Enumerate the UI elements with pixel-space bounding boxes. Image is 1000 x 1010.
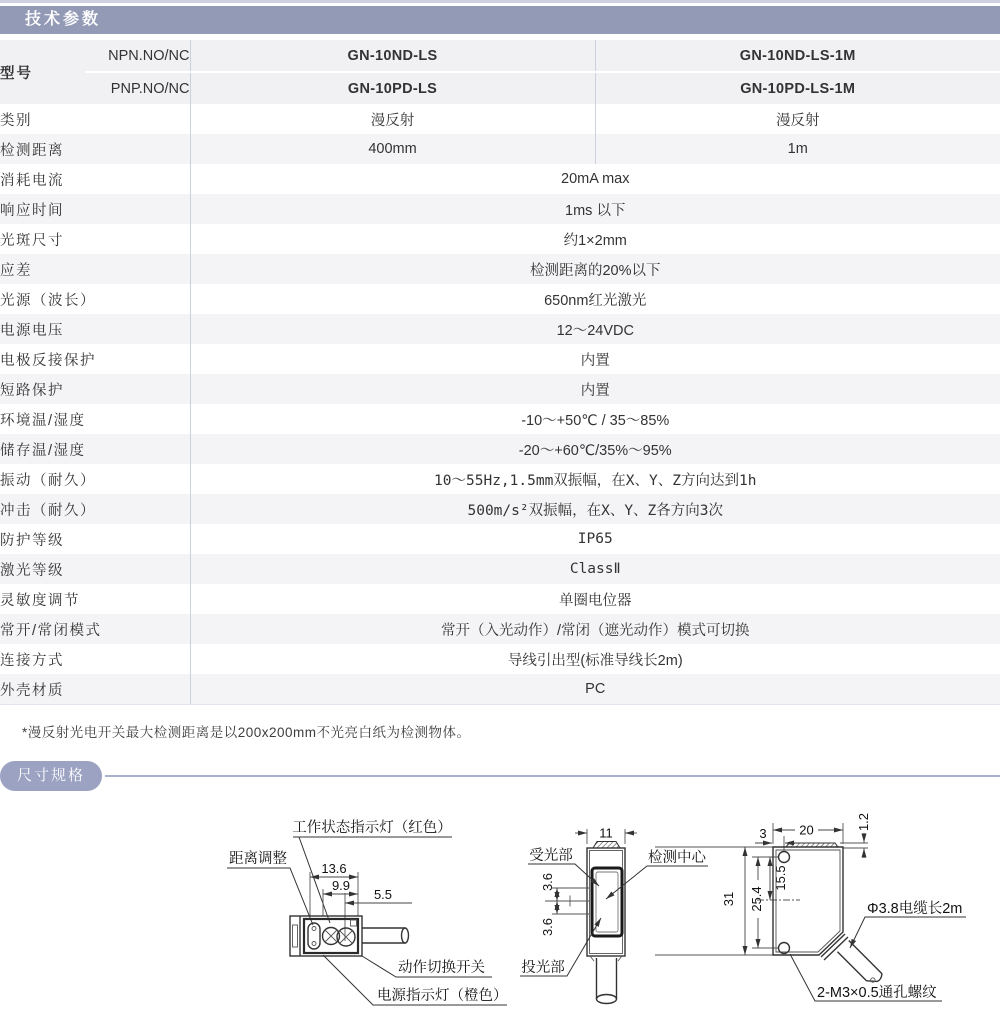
spec-value: 导线引出型(标准导线长2m): [190, 644, 1000, 674]
cable-core: [870, 977, 876, 983]
thread-spec-label: 2-M3×0.5通孔螺纹: [817, 985, 937, 1001]
model-name: GN-10ND-LS: [190, 40, 595, 72]
cable-spec-leader: [850, 917, 966, 948]
body-inner-wall: [776, 850, 840, 952]
spec-value: 400mm: [190, 134, 595, 164]
spec-row: [0, 374, 1000, 404]
sensor-body-top: [290, 916, 362, 956]
section-header-dimensions: [0, 761, 1000, 791]
model-row-pnp: [0, 72, 1000, 104]
spec-label: 防护等级: [0, 532, 64, 549]
power-led-label: 电源指示灯（橙色）: [377, 988, 508, 1004]
spec-value: IP65: [190, 524, 1000, 554]
dim-5-5: 5.5: [373, 887, 393, 902]
spec-value: 20mA max: [190, 164, 1000, 194]
model-name: GN-10ND-LS-1M: [595, 40, 1000, 72]
spec-value: 1ms 以下: [190, 194, 1000, 224]
model-sub-pnp: PNP.NO/NC: [85, 72, 190, 104]
spec-value: 650nm红光激光: [190, 284, 1000, 314]
dim-31: 31: [721, 891, 736, 907]
spec-row: [0, 284, 1000, 314]
spec-row: [0, 584, 1000, 614]
spec-label: 外壳材质: [0, 674, 190, 705]
mounting-hole-top: [779, 852, 790, 863]
spec-value: 10～55Hz,1.5mm双振幅，在X、Y、Z方向达到1h: [190, 464, 1000, 494]
spec-value: 漫反射: [595, 104, 1000, 134]
spec-value: 1m: [595, 134, 1000, 164]
endcap-slot: [293, 925, 298, 947]
dim-11: 11: [599, 825, 613, 841]
status-led-label: 工作状态指示灯（红色）: [292, 820, 452, 836]
dim-3-6-lower: 3.6: [540, 917, 555, 937]
spec-row: [0, 434, 1000, 464]
spec-value: -10～+50℃ / 35～85%: [190, 404, 1000, 434]
dim-3-6-upper: 3.6: [540, 872, 555, 892]
spec-row: [0, 134, 1000, 164]
model-name: GN-10PD-LS: [190, 72, 595, 104]
spec-value: ClassⅡ: [190, 554, 1000, 584]
dim-1-2: 1.2: [856, 812, 871, 832]
cable-taper: [590, 956, 594, 961]
dimension-pill: 尺寸规格: [0, 761, 102, 791]
spec-row: [0, 344, 1000, 374]
spec-label: 类别: [0, 112, 32, 129]
spec-value: 12～24VDC: [190, 314, 1000, 344]
receiver-label: 受光部: [529, 848, 573, 864]
spec-label: 振动（耐久）: [0, 472, 96, 489]
dim-3: 3: [759, 826, 767, 841]
spec-label: 消耗电流: [0, 172, 64, 189]
dim-9-9: 9.9: [331, 878, 351, 893]
spec-row: [0, 404, 1000, 434]
spec-label: 检测距离: [0, 142, 64, 159]
dim-13-6: 13.6: [321, 861, 347, 876]
dim-20: 20: [799, 822, 814, 838]
spec-row: [0, 254, 1000, 284]
dim-15-5: 15.5: [773, 865, 788, 891]
spec-value: 单圈电位器: [190, 584, 1000, 614]
spec-value: -20～+60℃/35%～95%: [190, 434, 1000, 464]
lens-cap: [593, 842, 620, 849]
distance-adjust-label: 距离调整: [229, 851, 287, 867]
spec-label: 响应时间: [0, 202, 64, 219]
spec-value: 检测距离的20%以下: [190, 254, 1000, 284]
spec-row: [0, 494, 1000, 524]
header-rule: [105, 775, 1000, 777]
section-header-tech: 技术参数: [0, 6, 1000, 34]
spec-value: 常开（入光动作）/常闭（遮光动作）模式可切换: [190, 614, 1000, 644]
cable-cut-end: [597, 995, 617, 1004]
spec-value: 约1×2mm: [190, 224, 1000, 254]
side-view-drawing: [655, 813, 966, 1001]
spec-label: 光源（波长）: [0, 292, 96, 309]
cable-angled: [837, 940, 883, 986]
spec-row: [0, 164, 1000, 194]
spec-label: 电源电压: [0, 322, 64, 339]
spec-row: [0, 224, 1000, 254]
spec-row: [0, 464, 1000, 494]
spec-value: 漫反射: [190, 104, 595, 134]
spec-label: 冲击（耐久）: [0, 502, 96, 519]
top-view-drawing: [227, 819, 508, 1005]
spec-row: [0, 314, 1000, 344]
spec-row: [0, 554, 1000, 584]
dimension-drawings: [0, 796, 1000, 1010]
model-name: GN-10PD-LS-1M: [595, 72, 1000, 104]
mode-switch-label: 动作切换开关: [398, 960, 485, 976]
spec-label: 常开/常闭模式: [0, 622, 102, 639]
model-label: 型号: [0, 40, 85, 104]
emitter-label: 投光部: [521, 960, 565, 976]
spec-label: 应差: [0, 262, 32, 279]
spec-row: [0, 674, 1000, 705]
spec-value: PC: [190, 674, 1000, 705]
spec-row: [0, 194, 1000, 224]
dim-25-4: 25.4: [749, 886, 764, 912]
cable-line: [837, 952, 866, 981]
spec-label: 光斑尺寸: [0, 232, 64, 249]
cable-cut-end: [402, 928, 409, 943]
spec-value: 内置: [190, 344, 1000, 374]
top-accent-strip: [0, 0, 1000, 3]
spec-label: 激光等级: [0, 562, 64, 579]
pot-screw: [312, 942, 316, 946]
spec-row: [0, 104, 1000, 134]
spec-label: 储存温/湿度: [0, 442, 86, 459]
cable-taper: [618, 956, 622, 961]
sensor-body-side: [773, 847, 843, 955]
status-led-leader: [299, 837, 330, 923]
body-detail-square: [351, 920, 357, 926]
spec-value: 内置: [190, 374, 1000, 404]
drawings-svg: [0, 796, 1000, 1010]
model-row-npn: [0, 40, 1000, 72]
footnote: *漫反射光电开关最大检测距离是以200x200mm不光亮白纸为检测物体。: [22, 725, 471, 740]
spec-value: 500m/s²双振幅，在X、Y、Z各方向3次: [190, 494, 1000, 524]
spec-row: [0, 644, 1000, 674]
spec-label: 电极反接保护: [0, 352, 96, 369]
front-view-drawing: [520, 826, 708, 1004]
spec-label: 短路保护: [0, 382, 64, 399]
receiver-leader: [528, 864, 599, 886]
spec-label: 环境温/湿度: [0, 412, 86, 429]
pot-screw: [312, 927, 316, 931]
spec-row: [0, 614, 1000, 644]
gland-line: [824, 937, 848, 960]
spec-row: [0, 524, 1000, 554]
spec-table: [0, 40, 1000, 705]
model-sub-npn: NPN.NO/NC: [85, 40, 190, 72]
cable-spec-label: Φ3.8电缆长2m: [867, 901, 963, 917]
spec-label: 连接方式: [0, 652, 64, 669]
detection-center-label: 检测中心: [648, 850, 706, 866]
spec-label: 灵敏度调节: [0, 592, 80, 609]
